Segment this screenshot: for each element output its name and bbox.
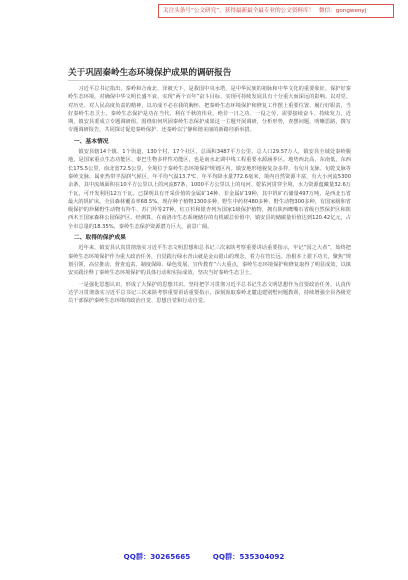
document-title: 关于巩固秦岭生态环境保护成果的调研报告 (68, 68, 232, 78)
section-paragraph: 一是强化思想认识，形成了大保护的思想共识。坚持把学习贯彻习近平总书记生态文明思想作为首要政治任务，认真传达学习贯彻落实习近平总书记三次来陕考察重要讲话重要指示，深刻汲取秦岭北麓违建别墅问题教训，持续增强全县各级党员干部保护秦岭生态环境的政治自觉、思想自觉和行动自觉。 (68, 281, 351, 305)
promo-banner[interactable] (158, 4, 394, 18)
banner-text: 关注头条号“公文研究”，获得最新最全最专业的公文资料库！ (163, 8, 315, 14)
section-heading: 二、取得的保护成果 (73, 235, 126, 242)
document-body (68, 85, 351, 305)
footer-contacts (0, 552, 408, 562)
title-divider (68, 80, 348, 81)
intro-paragraph: 习近平总书记指出，秦岭和合南北、泽被天下，是我国中央水塔，是中华民族的祖脉和中华文化的重要象征。保护好秦岭生态环境，对确保中华文明长盛不衰、实现“两个百年”奋斗目标、实现可持续发展具有十分重大而深远的影响。以对党、对历史、对人民高度负责的精神，以功成不必在我的胸怀，把秦岭生态环境保护和修复工作摆上重要位置，履行好职责，当好秦岭生态卫士，秦岭生态保护是功在当代、利在千秋的伟业，绝非一日之功、一役之劳，需要接续奋斗、持续发力。近期，镇安县委成立专题调研组，围绕如何巩固秦岭生态保护成果这一主题开展调研，分析形势，查摆问题，明晰思路，撰写专题调研报告，共同探讨促进秦岭保护、还秦岭以宁静和谐美丽的新路径新举措。 (68, 86, 351, 134)
qq-group-2: QQ群：535304092 (212, 552, 285, 561)
banner-wechat: 微信：gongwenyj (319, 8, 367, 14)
section-paragraph: 近年来，镇安县认真贯彻落实习近平生态文明思想和总书记三次来陕考察重要讲话重要指示，牢记“国之大者”，始终把秦岭生态环境保护作为重大政治任务，自觉践行绿水青山就是金山银山的理念，着力在管长远、治根本上狠下功夫，聚焦“规划引领、高位推动、督查追责、制度保障、绿色发展、宣传教育”六大重点，秦岭生态环境保护和修复取得了明显成效，以镇安实践诠释了秦岭生态环境保护的具体行动和实际成效，坚决当好秦岭生态卫士。 (68, 245, 351, 277)
qq-group-1: QQ群：30265665 (123, 552, 191, 561)
section-heading: 一、基本情况 (73, 138, 109, 145)
section-paragraph: 镇安县辖14个镇、1个街道，130个村、17个社区，总面积3487平方公里，总人口29.57万人，镇安县全域处秦岭腹地，是国家重点生态功能区、秦巴生物多样性功能区，也是南水北调中线工程重要水源涵养区。地势西北高，东南低，东西长175.5公里，南北宽72.5公里，全境位于秦岭生态环境保护规划区内。镇安地形地貌复杂多样，有旬月支脉、旬乾支脉等秦岭支脉，属亚热带半湿润气候区，年平均气温13.7℃，年平均降水量772.6毫米，境内自然资源丰富，有大小河流5300余条，其中流域面积在10平方公里以上的河流87条，1000平方公里以上的旬河、乾佑河贯穿全境，水力资源蕴藏量32.6万千瓦，可开发利用12万千瓦。已探明具有开采价值的金属矿14种、非金属矿19种，其中钒矿石储量497万吨，是西北五省最大的钒矿床。全县森林覆盖率68.5%，现存种子植物1300多种、野生中药材480多种、野生动物300多种，有国家级和省级保护的珍稀野生动物有羚牛、苏门羚等27种。红豆杉和银杏列为国家1级保护植物，拥有陕西鹰嘴石省级自然保护区和陕西木王国家森林公园保护区。经测算，在商洛市生态系统储存的有机碳总价值中，镇安县的储碳量价值达到120.42亿元，占全市总量的18.35%，秦岭生态保护资源潜力巨大，前景广阔。 (68, 149, 351, 230)
